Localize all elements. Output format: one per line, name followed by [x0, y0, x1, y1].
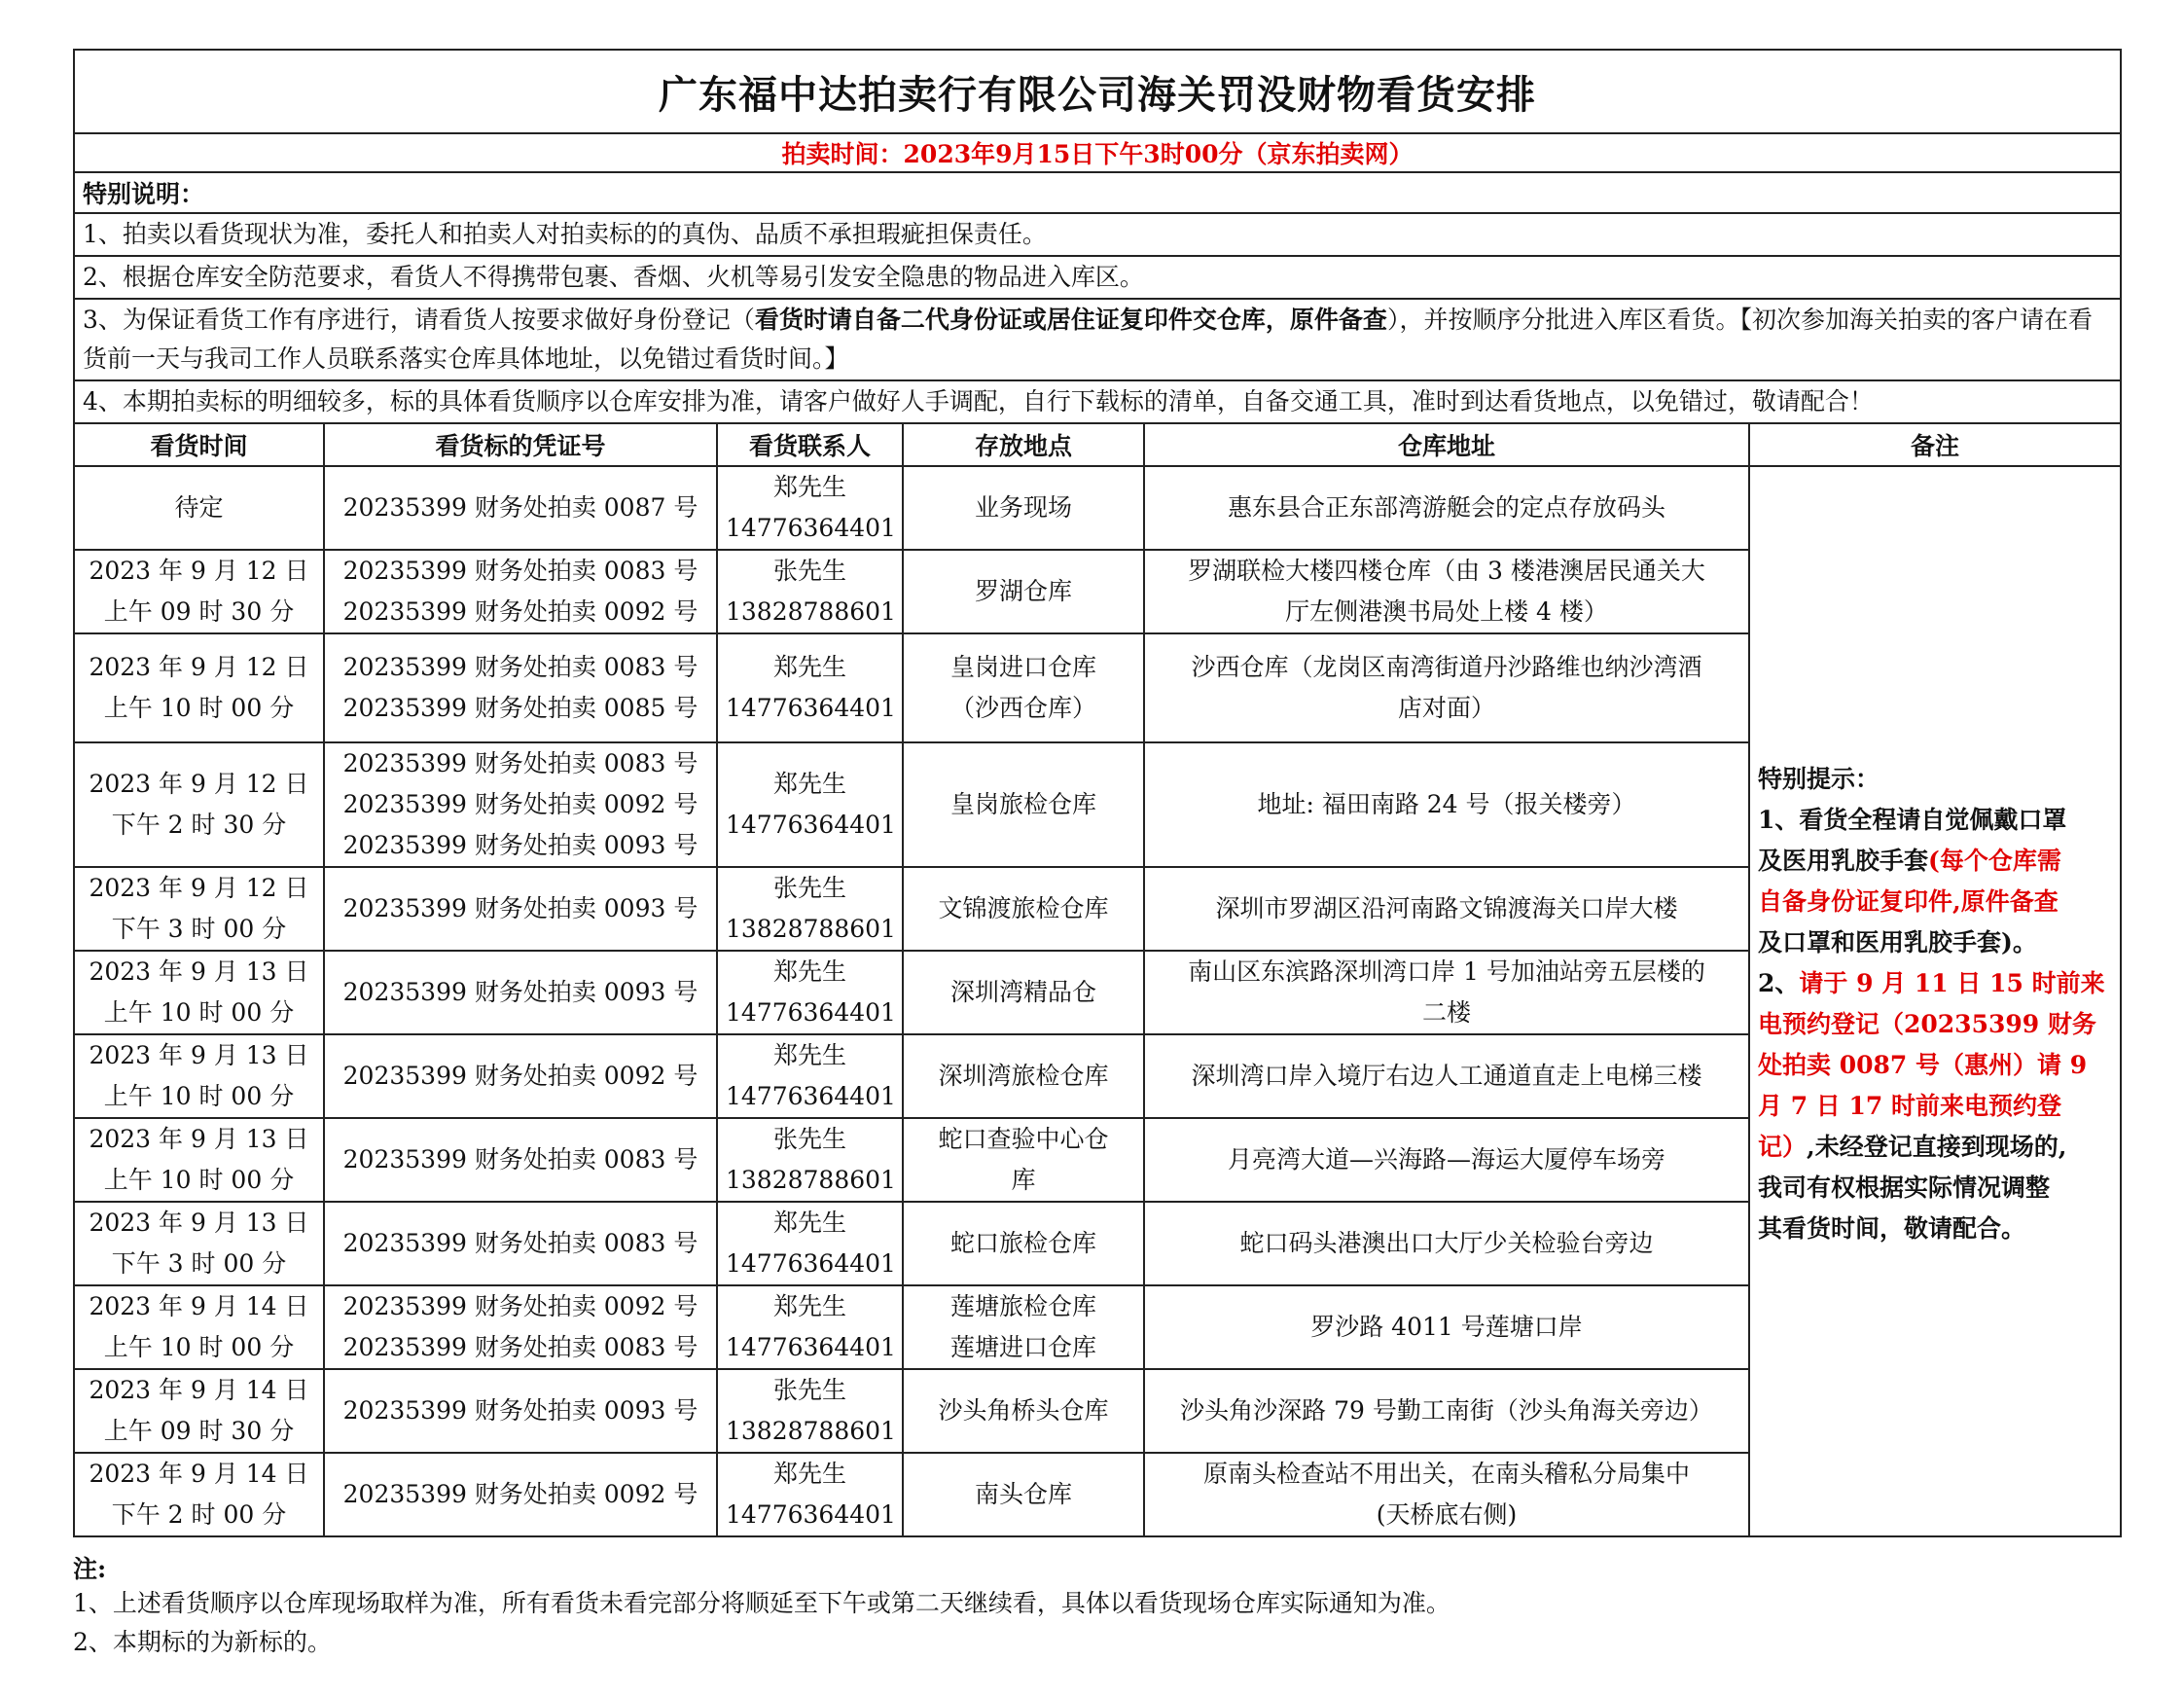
cell-time: [74, 1118, 324, 1202]
cell-contact: [717, 1369, 903, 1453]
cell-remark: [1749, 466, 2121, 1536]
cell-address-line: 深圳市罗湖区沿河南路文锦渡海关口岸大楼: [1215, 894, 1678, 922]
cell-time-line: 2023 年 9 月 14 日: [89, 1292, 309, 1320]
cell-address-line: 地址: 福田南路 24 号（报关楼旁）: [1257, 790, 1636, 818]
cell-voucher-line: 20235399 财务处拍卖 0092 号: [342, 1292, 698, 1320]
reminder-line: [1758, 841, 2112, 882]
cell-place-line: 沙头角桥头仓库: [938, 1396, 1109, 1425]
note-3-emphasis: 看货时请自备二代身份证或居住证复印件交仓库，原件备查: [754, 306, 1387, 334]
cell-contact-line: 郑先生: [772, 770, 846, 798]
cell-voucher-line: 20235399 财务处拍卖 0093 号: [342, 978, 698, 1006]
cell-place-line: 南头仓库: [974, 1480, 1072, 1508]
cell-contact-line: 张先生: [772, 1125, 846, 1153]
cell-time-line: 下午 3 时 00 分: [111, 1249, 287, 1278]
cell-contact-line: 14776364401: [726, 1500, 896, 1529]
cell-place: [903, 1453, 1144, 1536]
cell-address: [1144, 1202, 1749, 1285]
cell-address-line: 罗沙路 4011 号莲塘口岸: [1310, 1313, 1583, 1341]
cell-voucher-line: 20235399 财务处拍卖 0093 号: [342, 1396, 698, 1425]
reminder-line: 及口罩和医用乳胶手套)。: [1758, 928, 2037, 957]
cell-contact-line: 14776364401: [726, 694, 896, 722]
cell-address-line: 厅左侧港澳书局处上楼 4 楼）: [1285, 597, 1608, 626]
cell-contact: [717, 867, 903, 951]
reminder-line: 1、看货全程请自觉佩戴口罩: [1758, 806, 2067, 834]
reminder-red-text: (每个仓库需: [1928, 847, 2061, 875]
cell-voucher: [324, 951, 717, 1034]
cell-time-line: 上午 10 时 00 分: [103, 694, 295, 722]
cell-time-line: 2023 年 9 月 12 日: [89, 770, 309, 798]
footer-note-1: 1、上述看货顺序以仓库现场取样为准，所有看货未看完部分将顺延至下午或第二天继续看，具体以看货现场仓库实际通知为准。: [73, 1589, 1450, 1617]
cell-contact: [717, 1034, 903, 1118]
cell-voucher: [324, 1118, 717, 1202]
note-3-part-c: ），并按顺序分批进入库区看货。【初次参加海关拍卖的客户请在看货前一天与我司工作人员联系落实仓库具体地址，以免错过看货时间。】: [83, 306, 2093, 373]
cell-voucher-line: 20235399 财务处拍卖 0092 号: [342, 1480, 698, 1508]
cell-address-line: 深圳湾口岸入境厅右边人工通道直走上电梯三楼: [1191, 1062, 1702, 1090]
note-1: 1、拍卖以看货现状为准，委托人和拍卖人对拍卖标的的真伪、品质不承担瑕疵担保责任。: [74, 213, 2121, 256]
cell-place: [903, 466, 1144, 550]
cell-time-line: 上午 09 时 30 分: [103, 1417, 295, 1445]
cell-time: [74, 1285, 324, 1369]
cell-contact-line: 张先生: [772, 557, 846, 585]
cell-voucher-line: 20235399 财务处拍卖 0083 号: [342, 749, 698, 777]
cell-time-line: 上午 10 时 00 分: [103, 1333, 295, 1361]
cell-place-line: 库: [1011, 1166, 1036, 1194]
cell-time-line: 2023 年 9 月 13 日: [89, 957, 309, 986]
cell-contact-line: 郑先生: [772, 1209, 846, 1237]
cell-contact-line: 14776364401: [726, 998, 896, 1027]
reminder-line: 其看货时间，敬请配合。: [1758, 1214, 2026, 1243]
col-address: 仓库地址: [1144, 423, 1749, 466]
reminder-line: 处拍卖 0087 号（惠州）请 9: [1758, 1051, 2088, 1079]
cell-contact-line: 郑先生: [772, 653, 846, 681]
cell-time: [74, 550, 324, 633]
cell-voucher-line: 20235399 财务处拍卖 0093 号: [342, 831, 698, 859]
cell-contact-line: 13828788601: [726, 597, 896, 626]
cell-time: [74, 633, 324, 742]
cell-address: [1144, 1034, 1749, 1118]
cell-contact-line: 13828788601: [726, 1417, 896, 1445]
cell-contact-line: 张先生: [772, 1376, 846, 1404]
cell-contact: [717, 1285, 903, 1369]
cell-time-line: 2023 年 9 月 14 日: [89, 1460, 309, 1488]
special-reminder: [1758, 467, 2112, 1249]
cell-time-line: 上午 10 时 00 分: [103, 1082, 295, 1110]
cell-address-line: 沙头角沙深路 79 号勤工南街（沙头角海关旁边）: [1180, 1396, 1713, 1425]
reminder-line: 电预约登记（20235399 财务: [1758, 1010, 2096, 1038]
cell-contact-line: 14776364401: [726, 1082, 896, 1110]
cell-address: [1144, 867, 1749, 951]
cell-voucher-line: 20235399 财务处拍卖 0083 号: [342, 1333, 698, 1361]
cell-voucher: [324, 742, 717, 867]
cell-address-line: 蛇口码头港澳出口大厅少关检验台旁边: [1239, 1229, 1654, 1257]
cell-place-line: 莲塘进口仓库: [949, 1333, 1096, 1361]
cell-voucher: [324, 1202, 717, 1285]
cell-address: [1144, 1453, 1749, 1536]
notes-heading: 特别说明：: [74, 172, 2121, 213]
cell-time-line: 下午 3 时 00 分: [111, 915, 287, 943]
table-row: [74, 466, 2121, 550]
cell-contact-line: 郑先生: [772, 473, 846, 501]
cell-address-line: 惠东县合正东部湾游艇会的定点存放码头: [1227, 493, 1665, 522]
document-title: 广东福中达拍卖行有限公司海关罚没财物看货安排: [74, 50, 2121, 133]
reminder-line: 月 7 日 17 时前来电预约登: [1758, 1092, 2062, 1120]
reminder-text: ,未经登记直接到现场的,: [1807, 1133, 2067, 1161]
cell-address-line: 二楼: [1421, 998, 1471, 1027]
reminder-line: [1758, 1127, 2112, 1168]
reminder-line: [1758, 963, 2112, 1004]
cell-place: [903, 1285, 1144, 1369]
cell-voucher: [324, 867, 717, 951]
col-time: 看货时间: [74, 423, 324, 466]
reminder-text: 2、: [1758, 969, 1800, 997]
cell-time: [74, 742, 324, 867]
cell-place-line: 皇岗旅检仓库: [949, 790, 1096, 818]
cell-address: [1144, 1369, 1749, 1453]
cell-place: [903, 1369, 1144, 1453]
cell-contact-line: 13828788601: [726, 915, 896, 943]
cell-voucher-line: 20235399 财务处拍卖 0092 号: [342, 1062, 698, 1090]
cell-place-line: 文锦渡旅检仓库: [938, 894, 1109, 922]
cell-time-line: 上午 10 时 00 分: [103, 1166, 295, 1194]
cell-voucher: [324, 466, 717, 550]
cell-contact-line: 郑先生: [772, 1460, 846, 1488]
cell-contact-line: 郑先生: [772, 957, 846, 986]
col-voucher: 看货标的凭证号: [324, 423, 717, 466]
cell-voucher-line: 20235399 财务处拍卖 0083 号: [342, 1229, 698, 1257]
cell-place: [903, 867, 1144, 951]
cell-contact-line: 14776364401: [726, 1249, 896, 1278]
cell-contact: [717, 1118, 903, 1202]
cell-address-line: (天桥底右侧): [1376, 1500, 1518, 1529]
cell-voucher-line: 20235399 财务处拍卖 0083 号: [342, 653, 698, 681]
reminder-line: 自备身份证复印件,原件备查: [1758, 887, 2059, 916]
cell-address-line: 南山区东滨路深圳湾口岸 1 号加油站旁五层楼的: [1188, 957, 1705, 986]
cell-place-line: 业务现场: [974, 493, 1072, 522]
schedule-sheet: [73, 49, 2120, 1537]
note-3-part-a: 3、为保证看货工作有序进行，请看货人按要求做好身份登记（: [83, 306, 755, 334]
cell-contact: [717, 742, 903, 867]
note-3: [74, 299, 2121, 380]
cell-time-line: 下午 2 时 30 分: [111, 811, 287, 839]
cell-contact: [717, 1453, 903, 1536]
schedule-table: [73, 49, 2122, 1537]
cell-voucher-line: 20235399 财务处拍卖 0083 号: [342, 557, 698, 585]
cell-contact-line: 14776364401: [726, 514, 896, 542]
note-2: 2、根据仓库安全防范要求，看货人不得携带包裹、香烟、火机等易引发安全隐患的物品进入库区。: [74, 256, 2121, 299]
footer-notes: [73, 1555, 2120, 1662]
cell-time-line: 2023 年 9 月 13 日: [89, 1041, 309, 1069]
cell-time: [74, 867, 324, 951]
footer-heading: 注:: [73, 1555, 107, 1583]
cell-place: [903, 550, 1144, 633]
cell-address-line: 店对面）: [1397, 694, 1495, 722]
cell-address: [1144, 1118, 1749, 1202]
cell-contact-line: 郑先生: [772, 1292, 846, 1320]
note-4: 4、本期拍卖标的明细较多，标的具体看货顺序以仓库安排为准，请客户做好人手调配，自行下载标的清单，自备交通工具，准时到达看货地点，以免错过，敬请配合！: [74, 380, 2121, 423]
cell-place-line: 皇岗进口仓库: [949, 653, 1096, 681]
cell-place-line: 深圳湾精品仓: [949, 978, 1096, 1006]
auction-time: 拍卖时间：2023年9月15日下午3时00分（京东拍卖网）: [74, 133, 2121, 172]
cell-address: [1144, 1285, 1749, 1369]
cell-time-line: 待定: [174, 493, 224, 522]
cell-place-line: 蛇口旅检仓库: [949, 1229, 1096, 1257]
cell-contact: [717, 466, 903, 550]
cell-time: [74, 1369, 324, 1453]
col-remark: 备注: [1749, 423, 2121, 466]
cell-address-line: 罗湖联检大楼四楼仓库（由 3 楼港澳居民通关大: [1188, 557, 1705, 585]
cell-contact-line: 张先生: [772, 874, 846, 902]
footer-note-2: 2、本期标的为新标的。: [73, 1628, 332, 1656]
cell-time-line: 2023 年 9 月 13 日: [89, 1209, 309, 1237]
reminder-red-text: 请于 9 月 11 日 15 时前来: [1799, 969, 2105, 997]
cell-voucher-line: 20235399 财务处拍卖 0087 号: [342, 493, 698, 522]
cell-contact: [717, 633, 903, 742]
cell-address: [1144, 951, 1749, 1034]
reminder-red-text: 记）: [1758, 1133, 1808, 1161]
cell-time: [74, 1202, 324, 1285]
table-header: [74, 423, 2121, 466]
cell-place-line: 罗湖仓库: [974, 577, 1072, 605]
cell-place: [903, 951, 1144, 1034]
cell-place: [903, 1118, 1144, 1202]
cell-voucher-line: 20235399 财务处拍卖 0092 号: [342, 597, 698, 626]
cell-contact-line: 13828788601: [726, 1166, 896, 1194]
cell-address: [1144, 742, 1749, 867]
cell-time: [74, 466, 324, 550]
cell-voucher: [324, 550, 717, 633]
cell-voucher: [324, 1034, 717, 1118]
cell-time: [74, 1034, 324, 1118]
cell-place-line: 蛇口查验中心仓: [938, 1125, 1109, 1153]
cell-voucher: [324, 1285, 717, 1369]
reminder-text: 及医用乳胶手套: [1758, 847, 1929, 875]
cell-contact-line: 14776364401: [726, 1333, 896, 1361]
cell-voucher-line: 20235399 财务处拍卖 0085 号: [342, 694, 698, 722]
cell-place-line: 深圳湾旅检仓库: [938, 1062, 1109, 1090]
cell-time-line: 2023 年 9 月 12 日: [89, 557, 309, 585]
cell-time-line: 下午 2 时 00 分: [111, 1500, 287, 1529]
cell-time: [74, 951, 324, 1034]
cell-address-line: 原南头检查站不用出关，在南头稽私分局集中: [1202, 1460, 1690, 1488]
cell-time-line: 2023 年 9 月 12 日: [89, 874, 309, 902]
cell-time-line: 2023 年 9 月 13 日: [89, 1125, 309, 1153]
cell-voucher: [324, 1369, 717, 1453]
cell-voucher: [324, 633, 717, 742]
cell-contact: [717, 951, 903, 1034]
col-contact: 看货联系人: [717, 423, 903, 466]
cell-time-line: 上午 10 时 00 分: [103, 998, 295, 1027]
cell-time: [74, 1453, 324, 1536]
cell-contact: [717, 1202, 903, 1285]
cell-contact-line: 郑先生: [772, 1041, 846, 1069]
cell-place: [903, 1034, 1144, 1118]
cell-voucher-line: 20235399 财务处拍卖 0093 号: [342, 894, 698, 922]
cell-place-line: 莲塘旅检仓库: [949, 1292, 1096, 1320]
reminder-line: 特别提示：: [1758, 765, 1880, 793]
cell-address: [1144, 550, 1749, 633]
cell-place: [903, 1202, 1144, 1285]
cell-place: [903, 742, 1144, 867]
col-place: 存放地点: [903, 423, 1144, 466]
cell-address-line: 沙西仓库（龙岗区南湾街道丹沙路维也纳沙湾酒: [1191, 653, 1702, 681]
cell-address: [1144, 466, 1749, 550]
reminder-line: 我司有权根据实际情况调整: [1758, 1173, 2051, 1202]
cell-time-line: 上午 09 时 30 分: [103, 597, 295, 626]
cell-time-line: 2023 年 9 月 14 日: [89, 1376, 309, 1404]
cell-address: [1144, 633, 1749, 742]
cell-place-line: （沙西仓库）: [949, 694, 1096, 722]
cell-time-line: 2023 年 9 月 12 日: [89, 653, 309, 681]
cell-voucher: [324, 1453, 717, 1536]
cell-contact: [717, 550, 903, 633]
cell-contact-line: 14776364401: [726, 811, 896, 839]
cell-place: [903, 633, 1144, 742]
cell-voucher-line: 20235399 财务处拍卖 0083 号: [342, 1145, 698, 1173]
cell-address-line: 月亮湾大道—兴海路—海运大厦停车场旁: [1227, 1145, 1665, 1173]
cell-voucher-line: 20235399 财务处拍卖 0092 号: [342, 790, 698, 818]
